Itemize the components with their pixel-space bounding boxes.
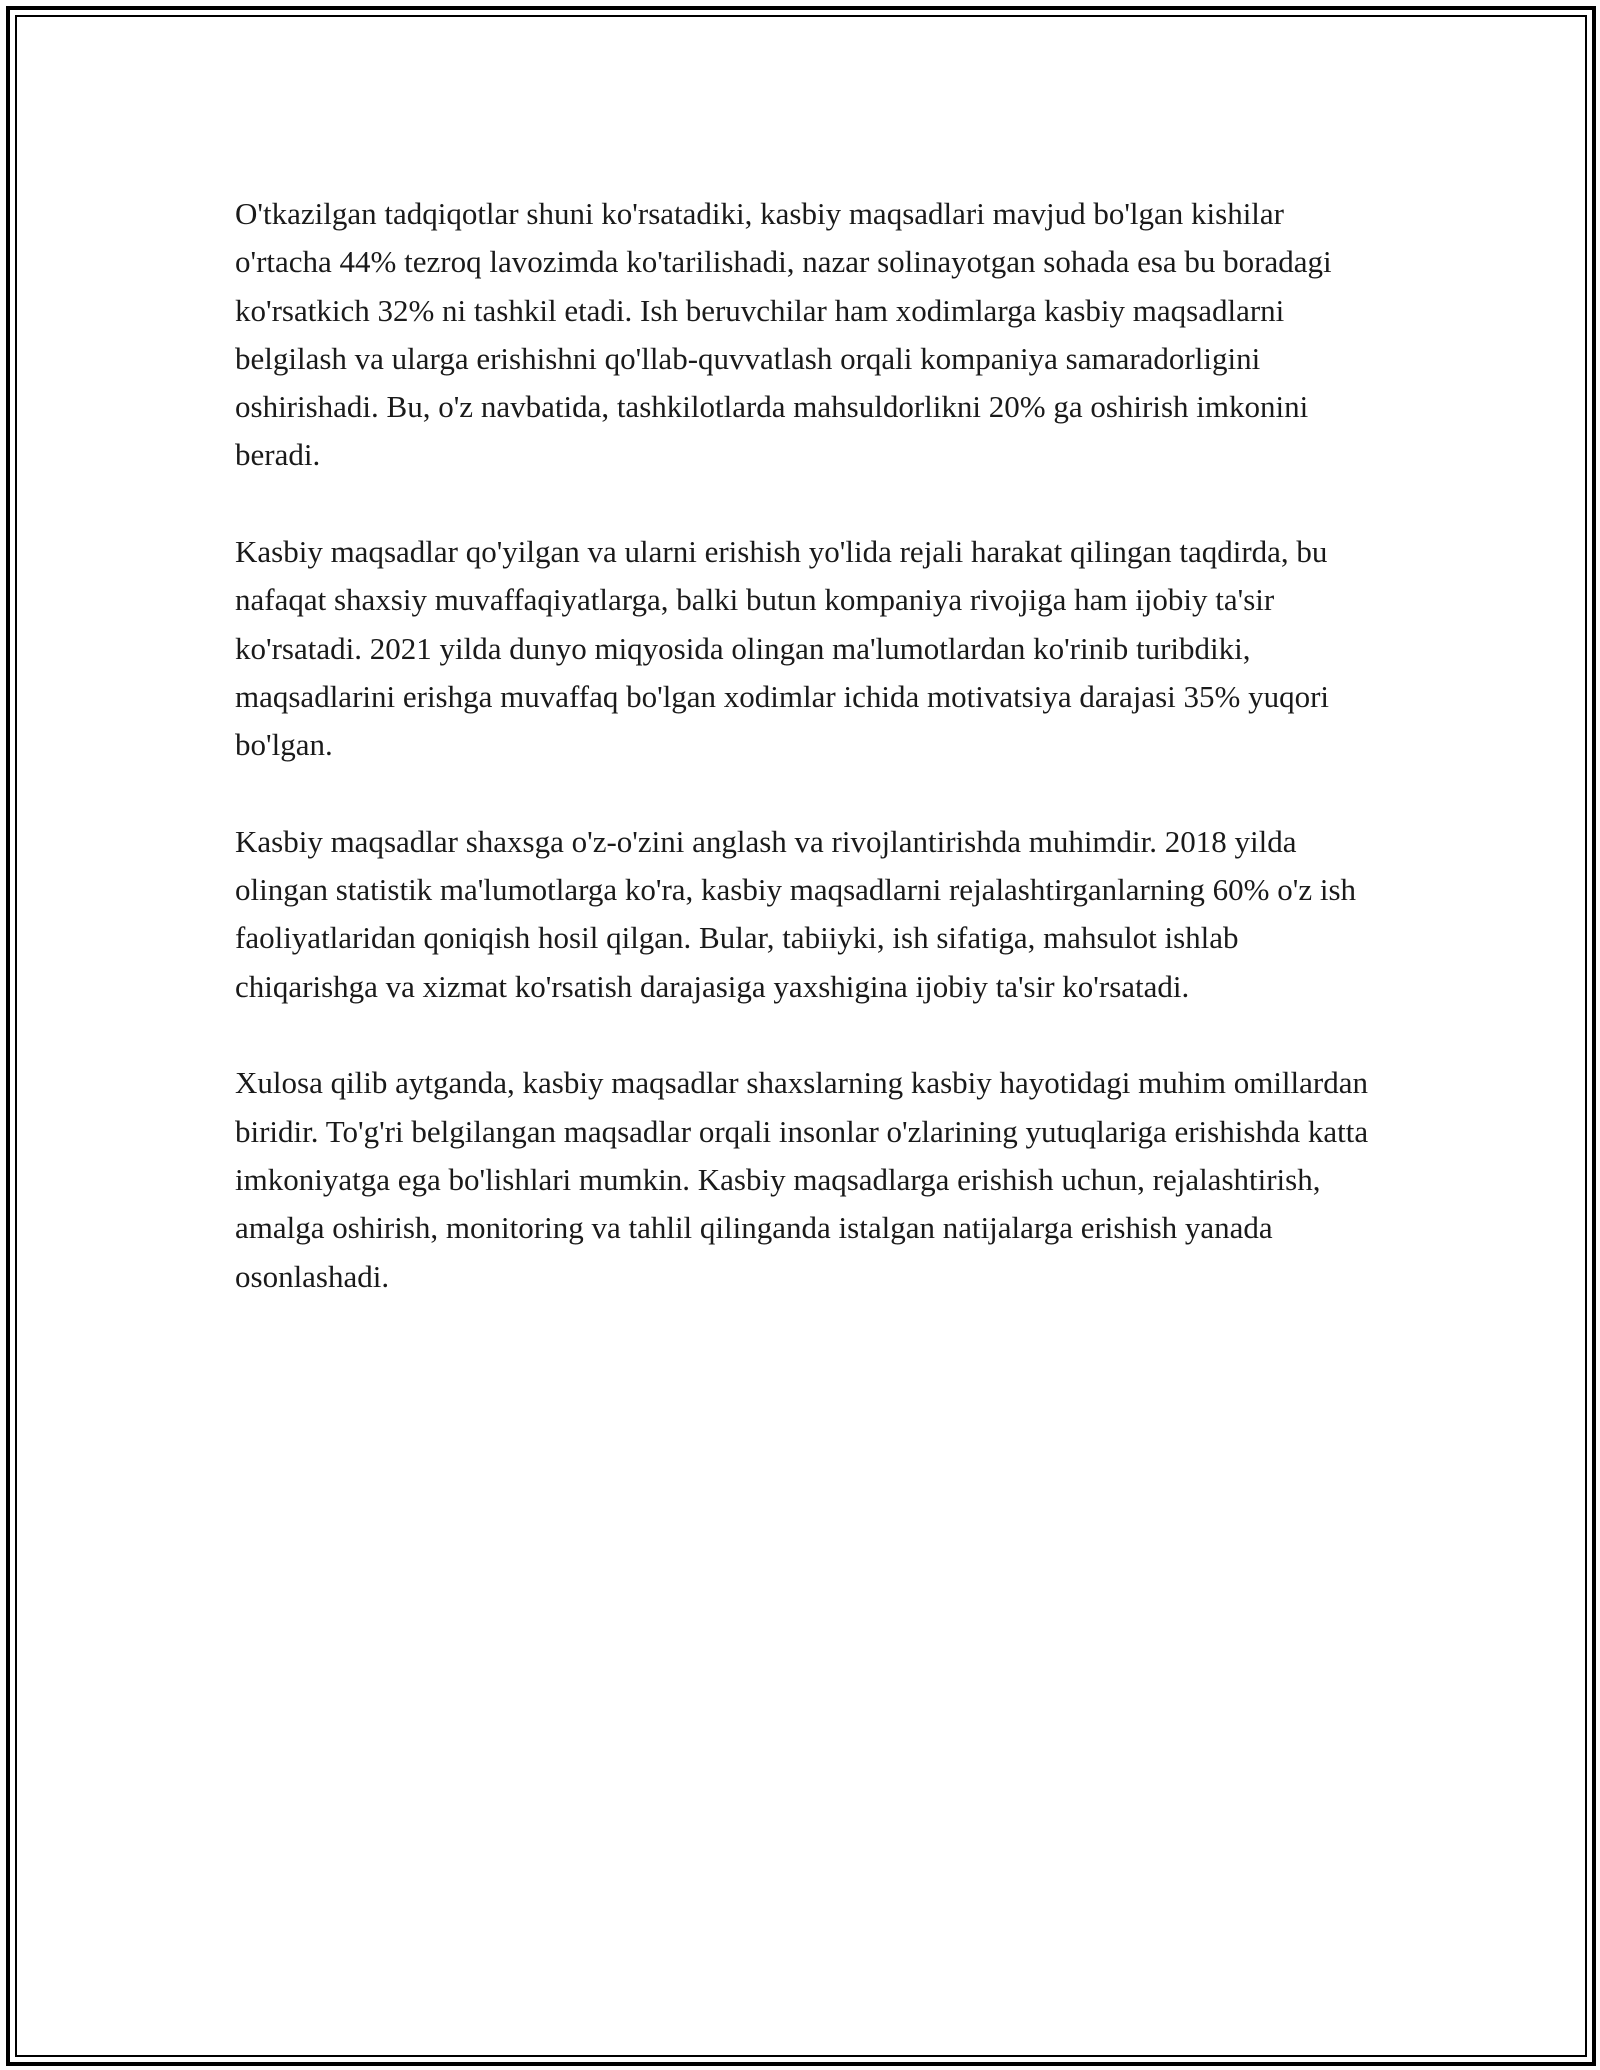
paragraph-conclusion: Xulosa qilib aytganda, kasbiy maqsadlar shaxslarning kasbiy hayotidagi muhim omillardan biridir. To'g'ri belgilangan maqsadlar orqali insonlar o'zlarining yutuqlariga erishishda katta imkoniyatga ega bo'lishlari mumkin. Kasbiy maqsadlarga erishish uchun, rejalashtirish, amalga oshirish, monitoring va tahlil qilinganda istalgan natijalarga erishish yanada osonlashadi. xyxy=(235,1065,1369,1294)
document-body xyxy=(235,190,1370,1349)
paragraph-research-findings: O'tkazilgan tadqiqotlar shuni ko'rsatadiki, kasbiy maqsadlari mavjud bo'lgan kishilar o'rtacha 44% tezroq lavozimda ko'tarilishadi, nazar solinayotgan sohada esa bu boradagi ko'rsatkich 32% ni tashkil etadi. Ish beruvchilar ham xodimlarga kasbiy maqsadlarni belgilash va ularga erishishni qo'llab-quvvatlash orqali kompaniya samaradorligini oshirishadi. Bu, o'z navbatida, tashkilotlarda mahsuldorlikni 20% ga oshirish imkonini beradi. xyxy=(235,196,1332,473)
paragraph-self-development: Kasbiy maqsadlar shaxsga o'z-o'zini anglash va rivojlantirishda muhimdir. 2018 yilda olingan statistik ma'lumotlarga ko'ra, kasbiy maqsadlarni rejalashtirganlarning 60% o'z ish faoliyatlaridan qoniqish hosil qilgan. Bular, tabiiyki, ish sifatiga, mahsulot ishlab chiqarishga va xizmat ko'rsatish darajasiga yaxshigina ijobiy ta'sir ko'rsatadi. xyxy=(235,823,1357,1004)
paragraph-company-impact: Kasbiy maqsadlar qo'yilgan va ularni erishish yo'lida rejali harakat qilingan taqdirda, bu nafaqat shaxsiy muvaffaqiyatlarga, balki butun kompaniya rivojiga ham ijobiy ta'sir ko'rsatadi. 2021 yilda dunyo miqyosida olingan ma'lumotlardan ko'rinib turibdiki, maqsadlarini erishga muvaffaq bo'lgan xodimlar ichida motivatsiya darajasi 35% yuqori bo'lgan. xyxy=(235,534,1330,763)
